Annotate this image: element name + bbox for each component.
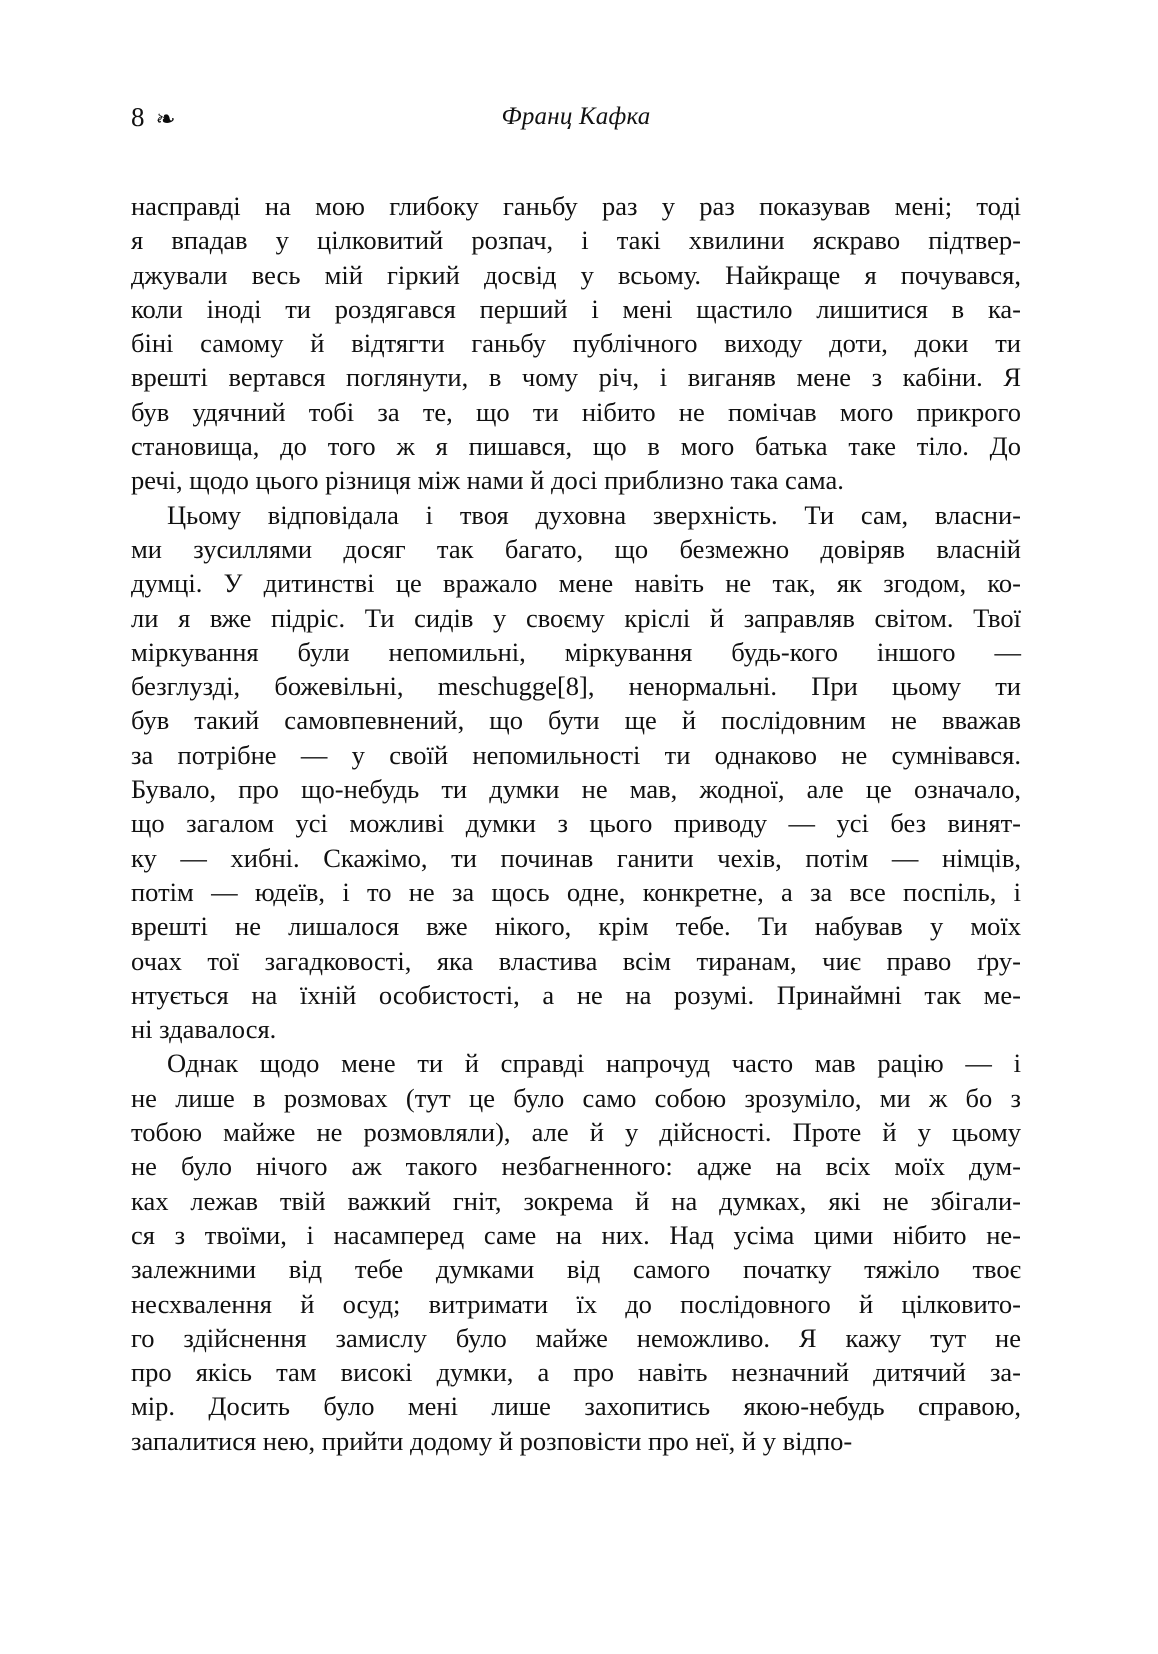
text-line: безглузді, божевільні, meschugge[8], ненормальні. При цьому ти <box>131 671 1021 702</box>
text-line: насправді на мою глибоку ганьбу раз у раз показував мені; тоді <box>131 191 1021 221</box>
text-line: думці. У дитинстві це вражало мене навіть не так, як згодом, ко- <box>131 568 1021 599</box>
page-number: 8 <box>131 102 145 132</box>
fleuron-ornament-icon: ❧ <box>155 107 176 133</box>
running-head <box>131 100 1021 140</box>
text-line: потім — юдеїв, і то не за щось одне, конкретне, а за все поспіль, і <box>131 876 1021 907</box>
text-line: несхвалення й осуд; витримати їх до послідовного й цілковито- <box>131 1288 1021 1319</box>
text-line: за потрібне — у своїй непомильності ти однаково не сумнівався. <box>131 739 1021 770</box>
text-line: біні самому й відтягти ганьбу публічного виходу доти, доки ти <box>131 328 1021 359</box>
text-line: що загалом усі можливі думки з цього приводу — усі без винят- <box>131 808 1021 839</box>
text-line: джували весь мій гіркий досвід у всьому. Найкраще я почувався, <box>131 259 1021 290</box>
text-line: про якісь там високі думки, а про навіть незначний дитячий за- <box>131 1357 1021 1388</box>
text-line: становища, до того ж я пишався, що в мого батька таке тіло. До <box>131 431 1021 462</box>
text-line: нтується на їхній особистості, а не на розумі. Принаймні так ме- <box>131 979 1021 1010</box>
text-line: був такий самовпевнений, що бути ще й послідовним не вважав <box>131 705 1021 736</box>
text-line: ли я вже підріс. Ти сидів у своєму кріслі й заправляв світом. Твої <box>131 602 1021 633</box>
text-line: Однак щодо мене ти й справді напрочуд часто мав рацію — і <box>167 1048 1021 1079</box>
text-line: коли іноді ти роздягався перший і мені щастило лишитися в ка- <box>131 293 1021 324</box>
text-line: тобою майже не розмовляли), але й у дійсності. Проте й у цьому <box>131 1117 1021 1148</box>
text-line: залежними від тебе думками від самого початку тяжіло твоє <box>131 1254 1021 1285</box>
text-line: ку — хибні. Скажімо, ти починав ганити чехів, потім — німців, <box>131 842 1021 873</box>
text-line: ках лежав твій важкий гніт, зокрема й на думках, які не збігали- <box>131 1185 1021 1216</box>
body-text-block <box>131 189 1021 1458</box>
text-line: міркування були непомильні, міркування будь-кого іншого — <box>131 636 1021 667</box>
text-line: очах тої загадковості, яка властива всім тиранам, чиє право ґру- <box>131 945 1021 976</box>
text-line: був удячний тобі за те, що ти нібито не помічав мого прикрого <box>131 396 1021 427</box>
text-line: врешті не лишалося вже нікого, крім тебе. Ти набував у моїх <box>131 911 1021 942</box>
paragraph <box>131 189 1021 498</box>
text-line: не було нічого аж такого незбагненного: адже на всіх моїх дум- <box>131 1151 1021 1182</box>
text-line: Бувало, про що-небудь ти думки не мав, жодної, але це означало, <box>131 774 1021 805</box>
text-line: го здійснення замислу було майже неможливо. Я кажу тут не <box>131 1322 1021 1353</box>
text-line: речі, щодо цього різниця між нами й досі приблизно така сама. <box>131 465 844 496</box>
text-line: мір. Досить було мені лише захопитись якою-небудь справою, <box>131 1391 1021 1422</box>
paragraph <box>131 498 1021 1047</box>
text-line: запалитися нею, прийти додому й розповісти про неї, й у відпо- <box>131 1425 853 1456</box>
running-head-title: Франц Кафка <box>501 103 651 130</box>
text-line: Цьому відповідала і твоя духовна зверхність. Ти сам, власни- <box>167 499 1021 530</box>
text-line: не лише в розмовах (тут це було само собою зрозуміло, ми ж бо з <box>131 1082 1021 1113</box>
text-line: я впадав у цілковитий розпач, і такі хвилини яскраво підтвер- <box>131 225 1021 256</box>
text-line: врешті вертався поглянути, в чому річ, і виганяв мене з кабіни. Я <box>131 362 1021 393</box>
text-line: ні здавалося. <box>131 1014 277 1045</box>
text-line: ми зусиллями досяг так багато, що безмежно довіряв власній <box>131 533 1021 564</box>
text-line: ся з твоїми, і насамперед саме на них. Над усіма цими нібито не- <box>131 1219 1021 1250</box>
paragraph <box>131 1046 1021 1458</box>
